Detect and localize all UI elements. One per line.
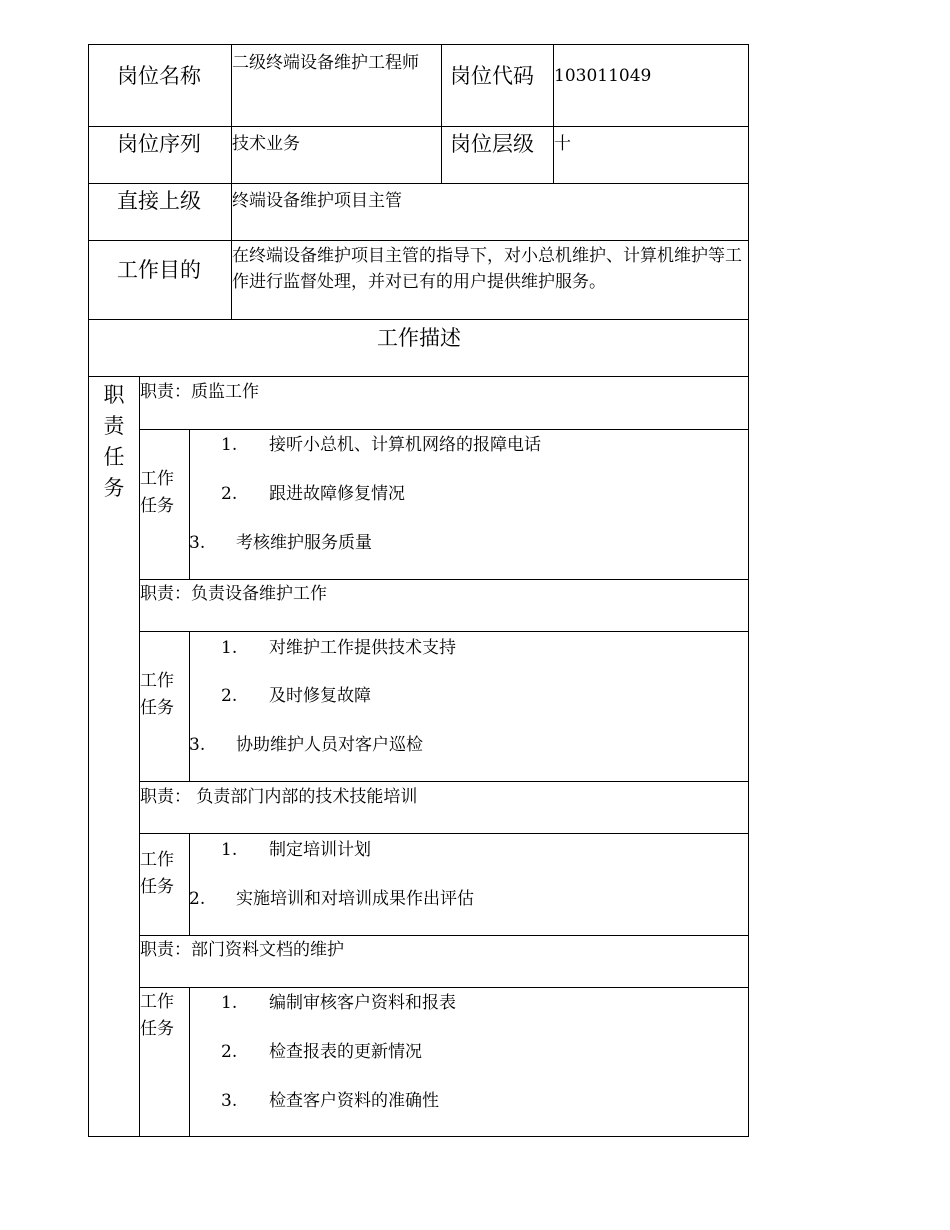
task-number: 1.: [221, 638, 238, 658]
task-item: 接听小总机、计算机网络的报障电话: [269, 435, 541, 455]
level-label: 岗位层级: [450, 132, 534, 156]
task-item: 实施培训和对培训成果作出评估: [236, 889, 474, 909]
duty-title: 职责：质监工作: [140, 382, 259, 402]
task-item: 跟进故障修复情况: [269, 484, 405, 504]
col-divider: [189, 631, 190, 781]
task-item: 检查报表的更新情况: [269, 1042, 422, 1062]
task-item: 对维护工作提供技术支持: [269, 638, 456, 658]
duty-title: 职责：负责设备维护工作: [140, 584, 327, 604]
sequence-value: 技术业务: [232, 134, 300, 154]
position-name-label: 岗位名称: [117, 64, 201, 88]
sequence-label: 岗位序列: [117, 132, 201, 156]
task-number: 1.: [221, 993, 238, 1013]
position-code-value: 103011049: [554, 66, 652, 86]
row-divider: [139, 833, 749, 834]
col-divider: [441, 45, 442, 183]
row-divider: [139, 579, 749, 580]
col-divider: [189, 987, 190, 1137]
task-item: 协助维护人员对客户巡检: [236, 735, 423, 755]
task-number: 2.: [189, 889, 206, 909]
task-number: 3.: [189, 533, 206, 553]
task-number: 2.: [221, 484, 238, 504]
task-number: 2.: [221, 686, 238, 706]
work-task-label: 工作任务: [140, 992, 174, 1039]
col-divider: [189, 429, 190, 579]
task-item: 及时修复故障: [269, 686, 371, 706]
row-divider: [89, 126, 749, 127]
task-number: 2.: [221, 1042, 238, 1062]
work-task-label: 工作任务: [140, 850, 174, 897]
supervisor-value: 终端设备维护项目主管: [232, 191, 402, 211]
position-name-value: 二级终端设备维护工程师: [232, 53, 419, 73]
row-divider: [139, 935, 749, 936]
task-item: 考核维护服务质量: [236, 533, 372, 553]
position-code-label: 岗位代码: [450, 64, 534, 88]
row-divider: [139, 987, 749, 988]
purpose-label: 工作目的: [117, 258, 201, 282]
duty-title: 职责： 负责部门内部的技术技能培训: [140, 787, 418, 807]
job-description-table: [88, 44, 749, 1137]
work-task-label: 工作任务: [140, 469, 174, 516]
row-divider: [89, 240, 749, 241]
col-divider: [189, 833, 190, 935]
row-divider: [89, 183, 749, 184]
supervisor-label: 直接上级: [117, 189, 201, 213]
task-item: 制定培训计划: [269, 840, 371, 860]
row-divider: [139, 631, 749, 632]
row-divider: [89, 319, 749, 320]
task-number: 3.: [189, 735, 206, 755]
task-item: 编制审核客户资料和报表: [269, 993, 456, 1013]
work-description-title: 工作描述: [377, 326, 461, 350]
level-value: 十: [554, 134, 571, 154]
work-task-label: 工作任务: [140, 671, 174, 718]
task-item: 检查客户资料的准确性: [269, 1091, 439, 1111]
duty-section-label: 职责任务: [103, 383, 125, 500]
row-divider: [139, 781, 749, 782]
task-number: 1.: [221, 840, 238, 860]
purpose-value: 在终端设备维护项目主管的指导下，对小总机维护、计算机维护等工作进行监督处理，并对已有的用户提供维护服务。: [232, 246, 742, 292]
row-divider: [89, 376, 749, 377]
task-number: 1.: [221, 435, 238, 455]
task-number: 3.: [221, 1091, 238, 1111]
duty-title: 职责：部门资料文档的维护: [140, 940, 344, 960]
row-divider: [139, 429, 749, 430]
